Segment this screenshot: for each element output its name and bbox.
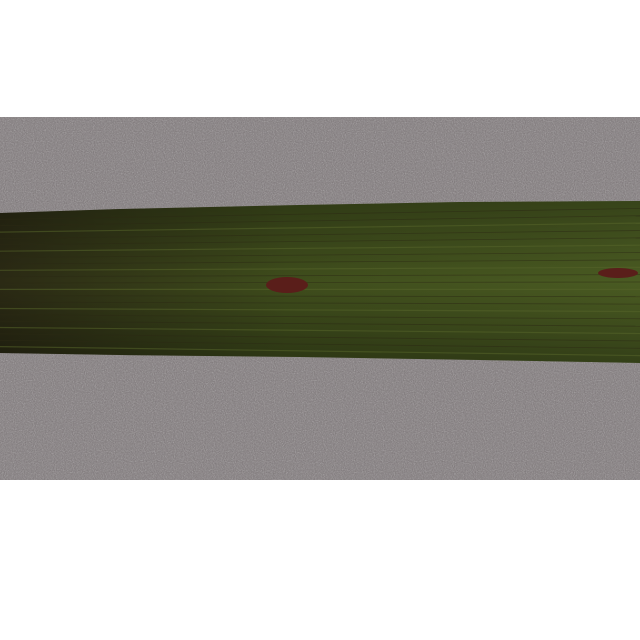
leaf bbox=[0, 201, 640, 363]
lesion-spot bbox=[598, 268, 638, 278]
photo bbox=[0, 117, 640, 480]
lesion-spot bbox=[266, 277, 308, 293]
leaf-photo bbox=[0, 117, 640, 480]
